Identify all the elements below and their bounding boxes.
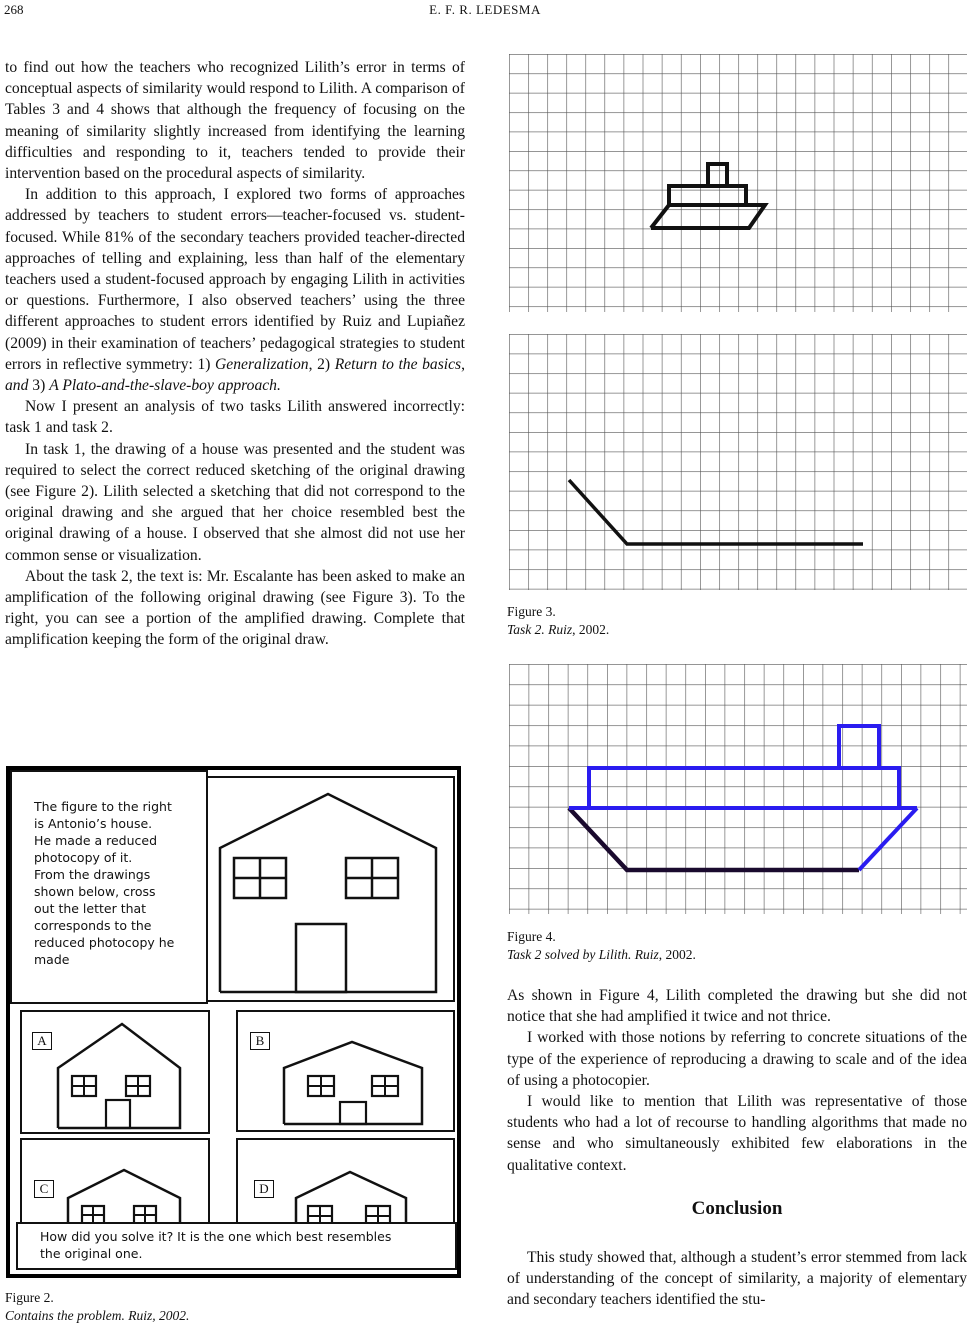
question-strip: [16, 1222, 457, 1270]
paragraph: About the task 2, the text is: Mr. Escalante has been asked to make an amplification of the following original drawing (see Figure 3). To the right, you can see a portion of the amplified drawing. Complete that amplification keeping the form of the original draw.: [5, 567, 465, 649]
caption-title: Figure 2.: [5, 1290, 54, 1305]
original-house-drawing: [208, 778, 453, 1000]
paragraph: I worked with those notions by referring to concrete situations of the type of the experience of reproducing a drawing to scale and of the idea of using a photocopier.: [507, 1029, 967, 1089]
prompt-line: out the letter that: [34, 901, 147, 916]
option-label: A: [32, 1032, 52, 1050]
question-line: the original one.: [40, 1246, 143, 1261]
prompt-line: made: [34, 952, 70, 967]
caption-title: Figure 3.: [507, 604, 556, 619]
figure-2-image: [6, 766, 461, 1278]
section-heading: Conclusion: [691, 1198, 783, 1219]
running-header: [0, 0, 970, 24]
paragraph: to find out how the teachers who recognized Lilith’s error in terms of conceptual aspects of similarity would respond to Lilith. A comparison of Tables 3 and 4 shows that although the frequency of focusing on the meaning of similarity slightly increased from identifying the learning difficulties and responding to it, teachers tended to provide their intervention based on the procedural aspects of similarity.: [5, 59, 465, 183]
prompt-line: He made a reduced: [34, 833, 158, 848]
page-number: 268: [4, 2, 24, 17]
original-house-panel: [206, 776, 455, 1002]
caption-task: Task: [507, 622, 532, 637]
prompt-line: photocopy of it.: [34, 850, 133, 865]
option-b-panel: [236, 1010, 455, 1132]
figure-2-caption: [5, 1289, 189, 1325]
conclusion-text: [507, 1247, 967, 1311]
paragraph: In task 1, the drawing of a house was presented and the student was required to select the correct reduced sketching of the original drawing (see Figure 2). Lilith selected a sketching that did not correspond to the original drawing and she argued that her choice resembled best the original drawing of a house. I observed that she almost did not use her common sense or visualization.: [5, 440, 465, 564]
text-span: In addition to this approach, I explored two forms of approaches addressed by teachers to student errors—teacher-focused vs. student-focused. While 81% of the secondary teachers provided teacher-directed approaches of telling and explaining, less than half of the elementary teachers used a student-focused approach by engaging Lilith in activities or questions. Furthermore, I also observed teachers’ using the three different approaches to student errors identified by Ruiz and Lupiañez (2009) in their examination of teachers’ pedagogical strategies to student errors in reflective symmetry: 1): [5, 186, 465, 373]
caption-title: Figure 4.: [507, 929, 556, 944]
figure-4-solution-grid: [509, 664, 967, 914]
paragraph: [5, 184, 465, 396]
figure-3-original-grid: [509, 54, 967, 312]
figure-4-caption: [507, 928, 696, 964]
house-option-b: [238, 1012, 453, 1130]
caption-text: Contains the problem. Ruiz, 2002.: [5, 1308, 190, 1323]
left-column: [5, 57, 465, 651]
prompt-line: reduced photocopy he: [34, 935, 175, 950]
prompt-line: is Antonio’s house.: [34, 816, 153, 831]
caption-task: Task: [507, 947, 532, 962]
question-line: How did you solve it? It is the one which best resembles: [40, 1229, 392, 1244]
paragraph: This study showed that, although a student’s error stemmed from lack of understanding of the concept of similarity, a majority of elementary and secondary teachers identified the stu-: [507, 1249, 967, 1309]
running-author: E. F. R. LEDESMA: [429, 2, 541, 17]
prompt-line: corresponds to the: [34, 918, 152, 933]
question-text: [40, 1228, 391, 1262]
paragraph: Now I present an analysis of two tasks Lilith answered incorrectly: task 1 and task 2.: [5, 398, 465, 437]
option-label: C: [34, 1180, 54, 1198]
text-span: ,: [461, 355, 466, 373]
caption-year: , 2002.: [658, 947, 696, 962]
prompt-line: The figure to the right: [34, 799, 172, 814]
prompt-line: shown below, cross: [34, 884, 156, 899]
prompt-line: From the drawings: [34, 867, 151, 882]
text-span: 3): [28, 377, 50, 395]
caption-text: 2.: [531, 622, 549, 637]
option-label: B: [250, 1032, 270, 1050]
paragraph: I would like to mention that Lilith was representative of those students who had a lot of recourse to handling algorithms that made no sense and who simultaneously exhibited few elaborations in the qualitative context.: [507, 1093, 967, 1174]
option-a-panel: [20, 1010, 210, 1134]
caption-text: 2: [531, 947, 545, 962]
text-span: , 2): [308, 355, 335, 373]
paragraph: As shown in Figure 4, Lilith completed the drawing but she did not notice that she had amplified it twice and not thrice.: [507, 987, 967, 1026]
caption-year: , 2002.: [572, 622, 610, 637]
figure-3-amplified-grid: [509, 334, 967, 590]
italic-term: Return to the basics: [334, 355, 462, 373]
italic-term: and: [5, 377, 29, 395]
caption-author: Ruiz: [548, 622, 573, 637]
option-label: D: [254, 1180, 274, 1198]
italic-term: A Plato-and-the-slave-boy approach.: [49, 377, 281, 395]
prompt-box: [10, 770, 208, 1004]
prompt-text: [34, 798, 174, 968]
caption-text: solved by Lilith. Ruiz: [544, 947, 659, 962]
figure-3-caption: [507, 603, 609, 639]
right-column: [507, 985, 967, 1176]
house-option-a: [22, 1012, 208, 1132]
italic-term: Generalization: [215, 355, 309, 373]
